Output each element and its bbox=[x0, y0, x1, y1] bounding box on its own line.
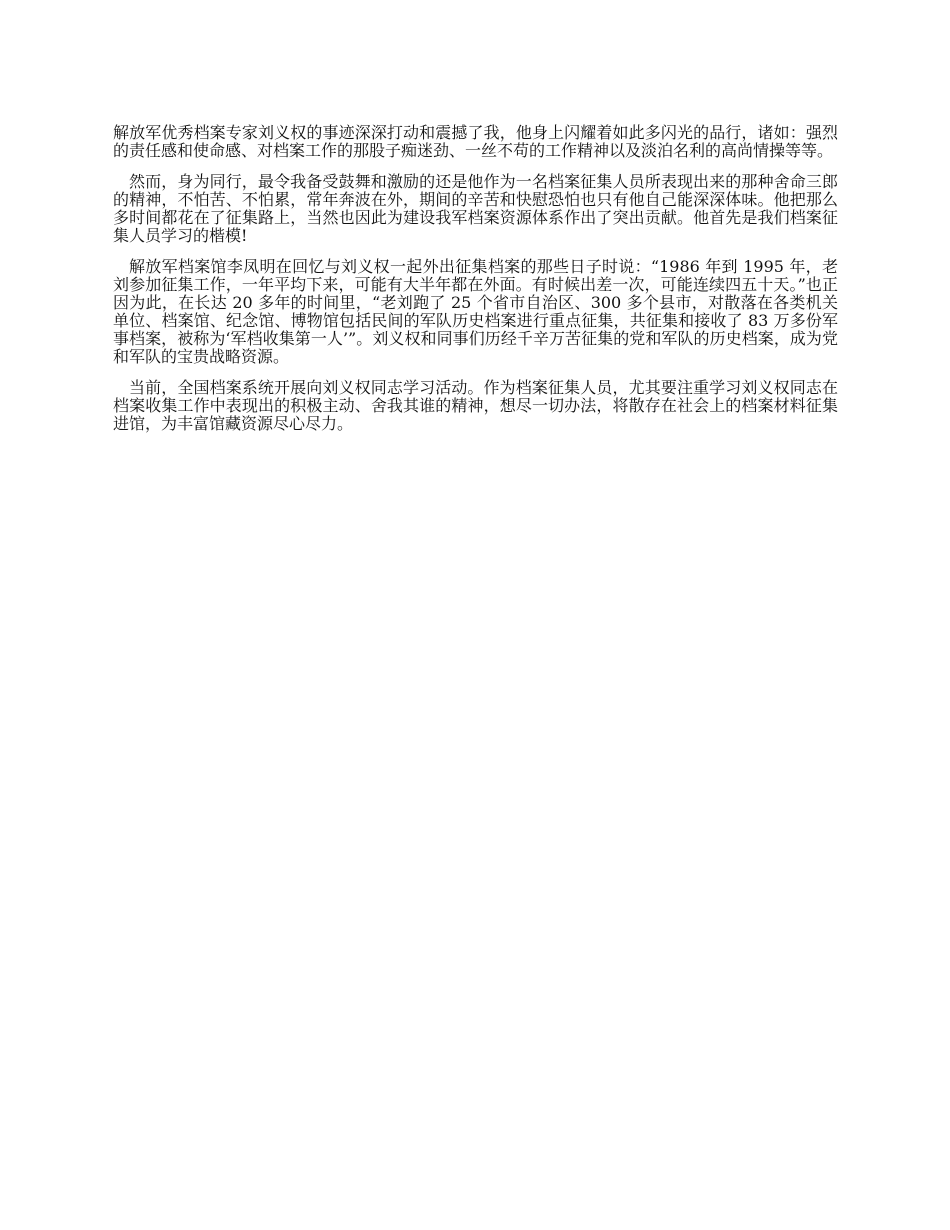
paragraph-1: 解放军优秀档案专家刘义权的事迹深深打动和震撼了我，他身上闪耀着如此多闪光的品行，诸如：强烈的责任感和使命感、对档案工作的那股子痴迷劲、一丝不苟的工作精神以及淡泊名利的高尚情操等等。 bbox=[113, 123, 838, 160]
paragraph-3: 解放军档案馆李凤明在回忆与刘义权一起外出征集档案的那些日子时说：“1986 年到 1995 年，老刘参加征集工作，一年平均下来，可能有大半年都在外面。有时候出差一次，可能连续四五十天。”也正因为此，在长达 20 多年的时间里，“老刘跑了 25 个省市自治区、300 多个县市，对散落在各类机关单位、档案馆、纪念馆、博物馆包括民间的军队历史档案进行重点征集，共征集和接收了 83 万多份军事档案，被称为‘军档收集第一人’”。刘义权和同事们历经千辛万苦征集的党和军队的历史档案，成为党和军队的宝贵战略资源。 bbox=[113, 257, 838, 366]
document-page bbox=[113, 124, 838, 446]
paragraph-4: 当前，全国档案系统开展向刘义权同志学习活动。作为档案征集人员，尤其要注重学习刘义权同志在档案收集工作中表现出的积极主动、舍我其谁的精神，想尽一切办法，将散存在社会上的档案材料征集进馆，为丰富馆藏资源尽心尽力。 bbox=[113, 378, 838, 433]
paragraph-2: 然而，身为同行，最令我备受鼓舞和激励的还是他作为一名档案征集人员所表现出来的那种舍命三郎的精神，不怕苦、不怕累，常年奔波在外，期间的辛苦和快慰恐怕也只有他自己能深深体味。他把那么多时间都花在了征集路上，当然也因此为建设我军档案资源体系作出了突出贡献。他首先是我们档案征集人员学习的楷模! bbox=[113, 172, 838, 245]
